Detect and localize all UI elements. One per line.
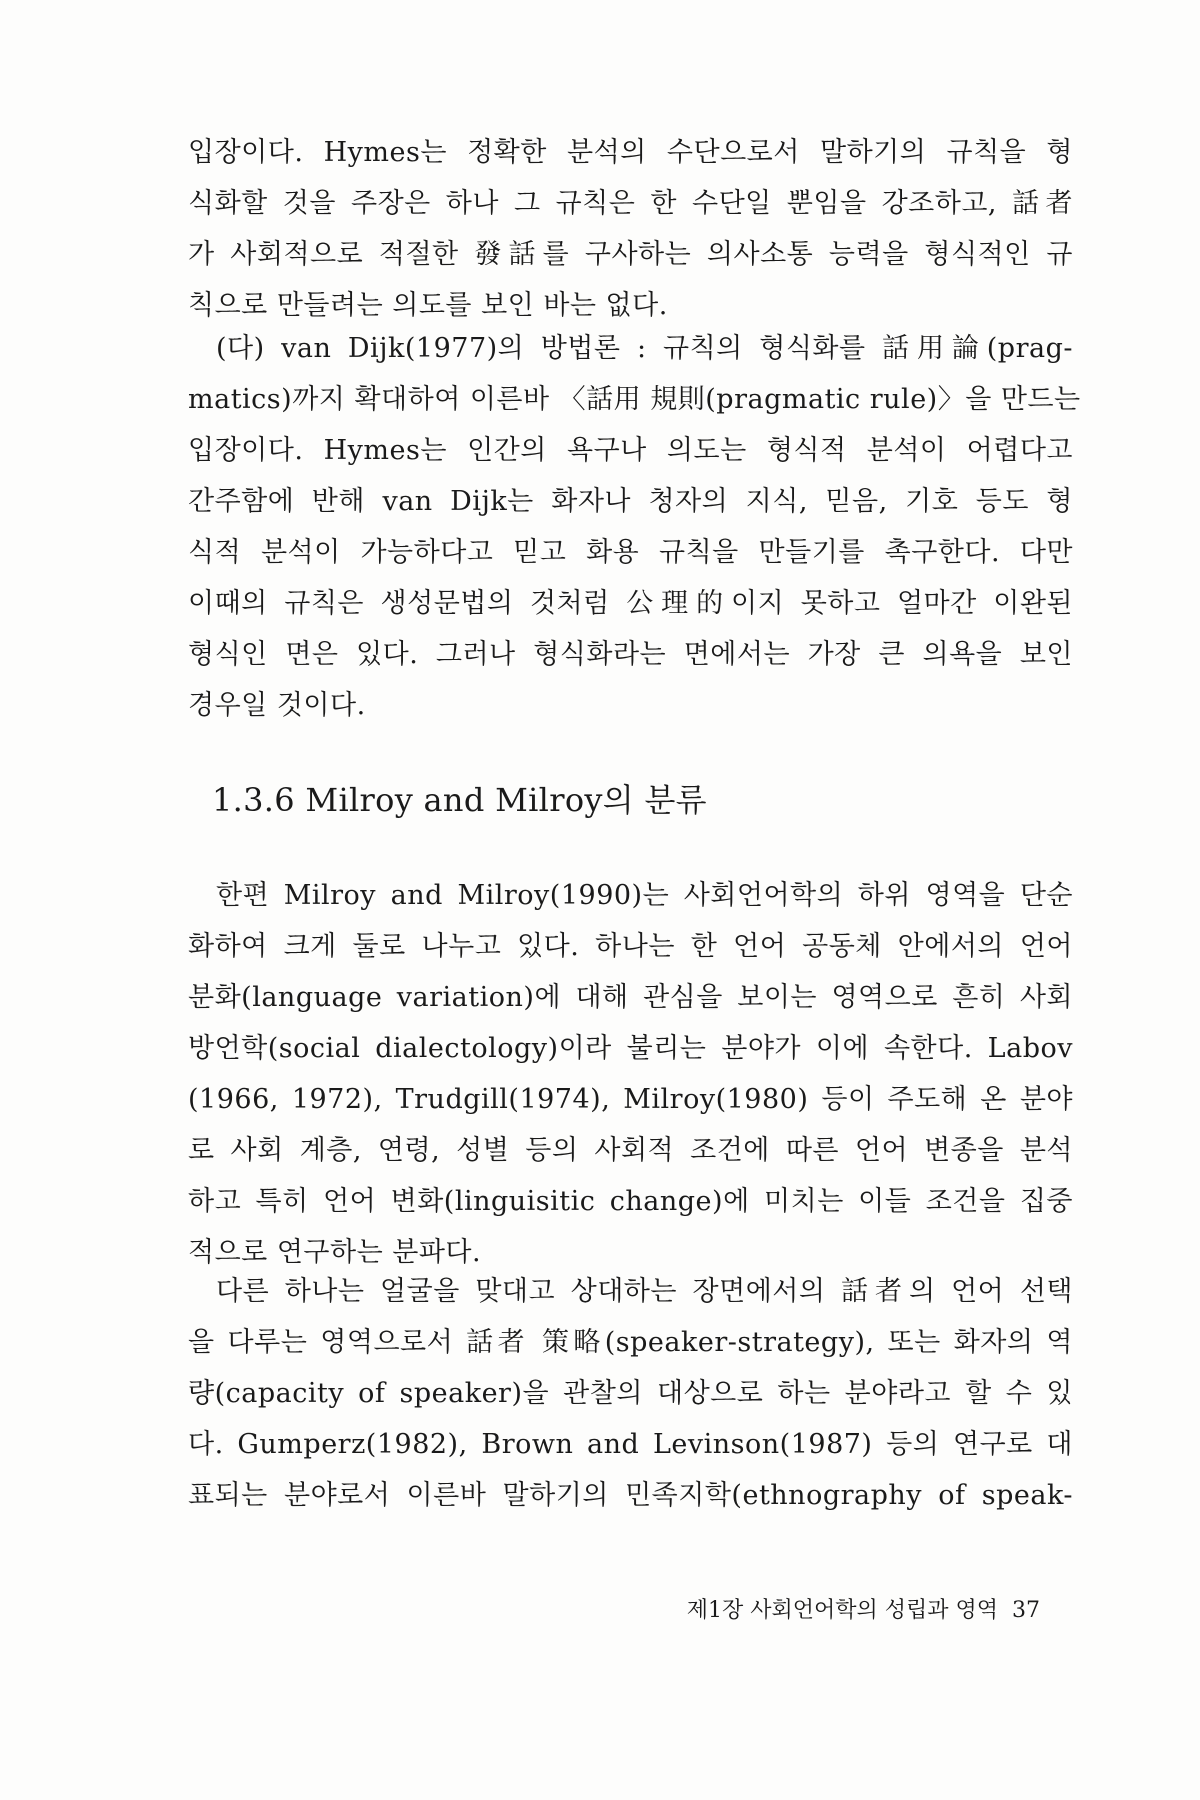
text-line: 식적 분석이 가능하다고 믿고 화용 규칙을 만들기를 촉구한다. 다만 xyxy=(188,537,1073,568)
text-line: 을 다루는 영역으로서 話者 策略(speaker-strategy), 또는 화자의 역 xyxy=(188,1327,1073,1358)
text-line: 다. Gumperz(1982), Brown and Levinson(1987) 등의 연구로 대 xyxy=(188,1429,1073,1460)
page-number: 37 xyxy=(1012,1598,1040,1623)
text-line: 입장이다. Hymes는 정확한 분석의 수단으로서 말하기의 규칙을 형 xyxy=(188,137,1073,168)
text-line: 간주함에 반해 van Dijk는 화자나 청자의 지식, 믿음, 기호 등도 형 xyxy=(188,486,1073,517)
paragraph-speaker-strategy xyxy=(188,1266,1073,1521)
text-line: 량(capacity of speaker)을 관찰의 대상으로 하는 분야라고 할 수 있 xyxy=(188,1378,1073,1409)
paragraph-continued-hymes xyxy=(188,127,1073,331)
text-line: 이때의 규칙은 생성문법의 것처럼 公理的이지 못하고 얼마간 이완된 xyxy=(188,588,1073,619)
text-line: 표되는 분야로서 이른바 말하기의 민족지학(ethnography of speak- xyxy=(188,1480,1073,1511)
chapter-title: 제1장 사회언어학의 성립과 영역 xyxy=(686,1598,998,1623)
text-line: 가 사회적으로 적절한 發話를 구사하는 의사소통 능력을 형식적인 규 xyxy=(188,239,1073,270)
paragraph-milroy-division xyxy=(188,870,1073,1278)
text-line: 형식인 면은 있다. 그러나 형식화라는 면에서는 가장 큰 의욕을 보인 xyxy=(188,639,1073,670)
text-line: 칙으로 만들려는 의도를 보인 바는 없다. xyxy=(188,290,668,321)
running-footer xyxy=(600,1596,1040,1626)
text-line: 경우일 것이다. xyxy=(188,690,366,721)
text-line: 적으로 연구하는 분파다. xyxy=(188,1237,482,1268)
text-line: matics)까지 확대하여 이른바 〈話用 規則(pragmatic rule)〉을 만드는 xyxy=(188,384,1081,415)
text-line: 입장이다. Hymes는 인간의 욕구나 의도는 형식적 분석이 어렵다고 xyxy=(188,435,1073,466)
text-line: (1966, 1972), Trudgill(1974), Milroy(1980) 등이 주도해 온 분야 xyxy=(188,1084,1073,1115)
text-line: 한편 Milroy and Milroy(1990)는 사회언어학의 하위 영역을 단순 xyxy=(216,880,1073,911)
paragraph-van-dijk xyxy=(188,323,1081,731)
text-line: 로 사회 계층, 연령, 성별 등의 사회적 조건에 따른 언어 변종을 분석 xyxy=(188,1135,1073,1166)
text-line: 분화(language variation)에 대해 관심을 보이는 영역으로 흔히 사회 xyxy=(188,982,1073,1013)
text-line: 식화할 것을 주장은 하나 그 규칙은 한 수단일 뿐임을 강조하고, 話者 xyxy=(188,188,1073,219)
text-line: (다) van Dijk(1977)의 방법론 : 규칙의 형식화를 話用論(prag- xyxy=(216,333,1073,364)
text-line: 화하여 크게 둘로 나누고 있다. 하나는 한 언어 공동체 안에서의 언어 xyxy=(188,931,1073,962)
section-heading: 1.3.6 Milroy and Milroy의 분류 xyxy=(212,781,707,819)
text-line: 방언학(social dialectology)이라 불리는 분야가 이에 속한다. Labov xyxy=(188,1033,1073,1064)
text-line: 다른 하나는 얼굴을 맞대고 상대하는 장면에서의 話者의 언어 선택 xyxy=(216,1276,1073,1307)
text-line: 하고 특히 언어 변화(linguisitic change)에 미치는 이들 조건을 집중 xyxy=(188,1186,1073,1217)
